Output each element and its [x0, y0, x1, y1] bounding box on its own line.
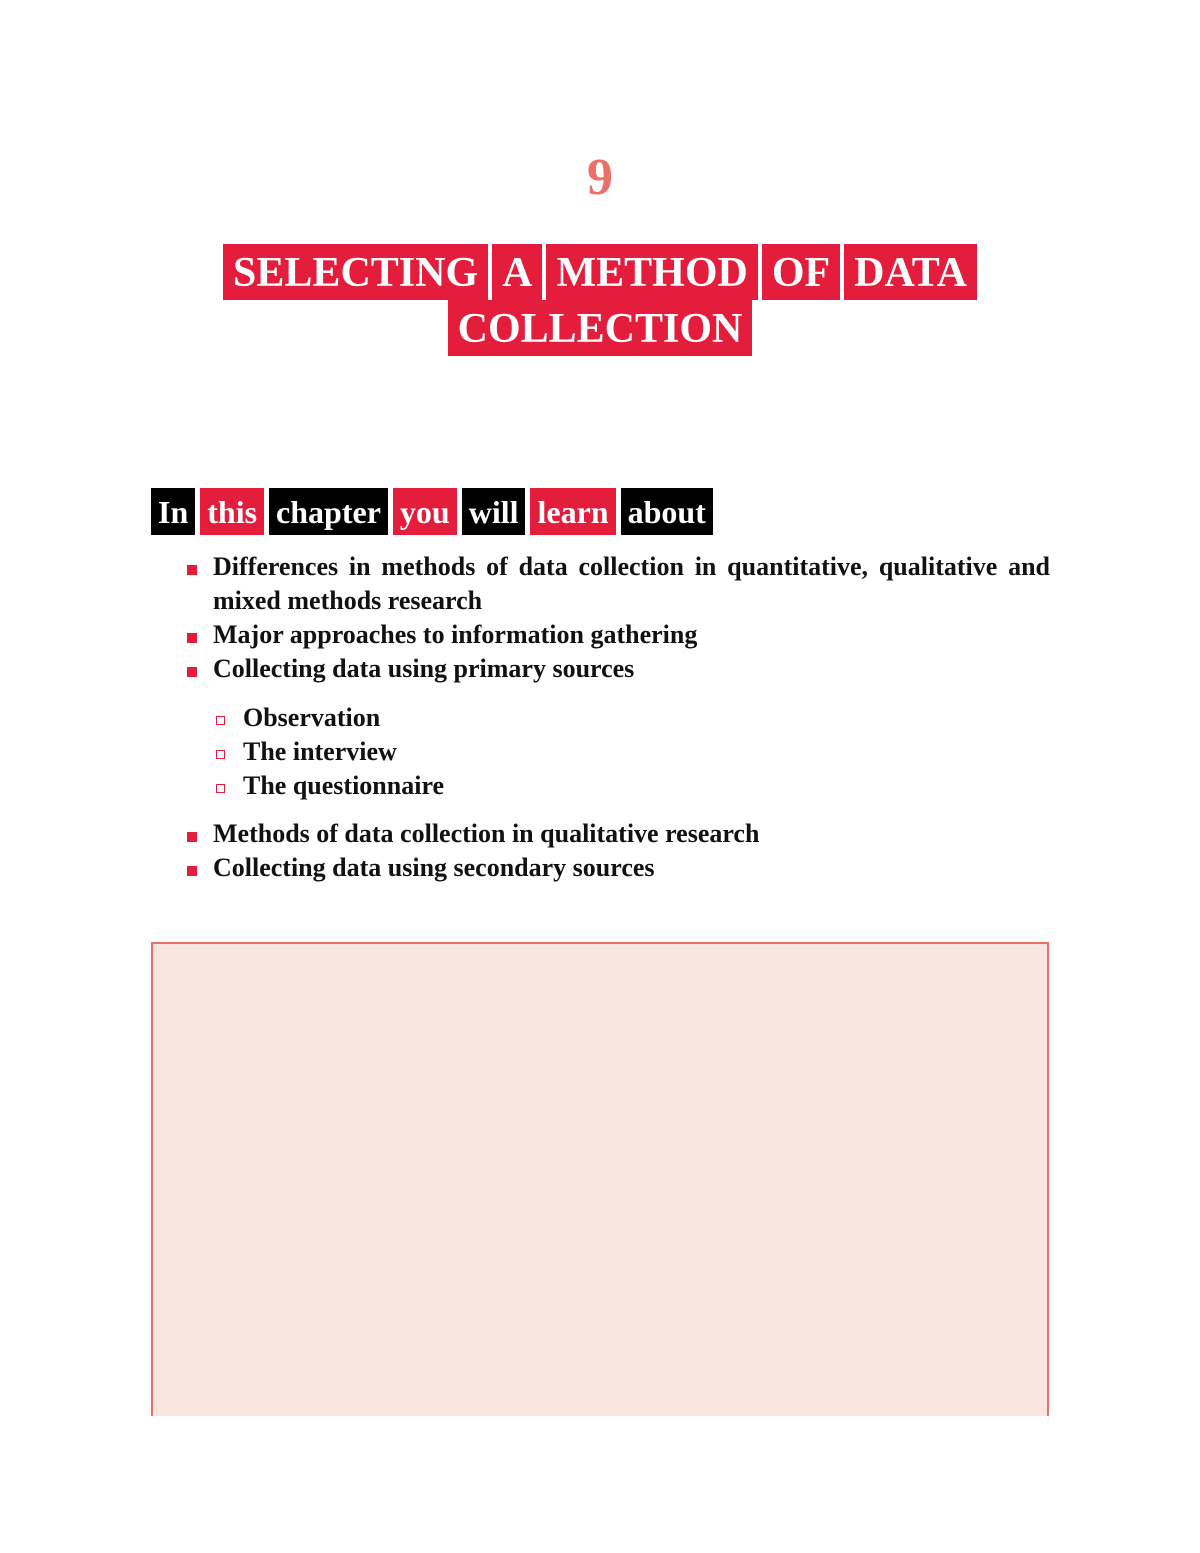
- chapter-title-line-2: [0, 300, 1200, 356]
- list-item-text: Methods of data collection in qualitative research: [213, 819, 760, 848]
- chapter-title-line-1: [0, 244, 1200, 300]
- title-word: A: [492, 244, 542, 300]
- list-item: [185, 550, 1050, 618]
- square-bullet-icon: [187, 832, 197, 842]
- list-item: [185, 618, 1050, 652]
- list-item: [185, 652, 1050, 686]
- title-word: SELECTING: [223, 244, 488, 300]
- note-box: [151, 942, 1049, 1416]
- learn-word: learn: [530, 488, 615, 535]
- square-bullet-icon: [187, 565, 197, 575]
- hollow-square-bullet-icon: [216, 750, 225, 759]
- square-bullet-icon: [187, 633, 197, 643]
- title-word: OF: [762, 244, 840, 300]
- learn-word: this: [200, 488, 264, 535]
- list-item-text: Collecting data using secondary sources: [213, 853, 655, 882]
- learn-word: you: [393, 488, 457, 535]
- sub-list-item-text: Observation: [243, 703, 381, 732]
- list-item: [185, 817, 1050, 851]
- learn-word: chapter: [269, 488, 388, 535]
- square-bullet-icon: [187, 866, 197, 876]
- list-item-text: Major approaches to information gathering: [213, 620, 698, 649]
- list-item-text: Differences in methods of data collection in quantitative, qualitative and mixed methods research: [213, 552, 1050, 615]
- title-word: COLLECTION: [448, 300, 753, 356]
- sub-list-item-text: The questionnaire: [243, 771, 445, 800]
- learn-banner: [151, 488, 713, 535]
- sub-list: [185, 701, 1050, 803]
- title-word: DATA: [844, 244, 977, 300]
- title-word: METHOD: [546, 244, 757, 300]
- list-item-text: Collecting data using primary sources: [213, 654, 635, 683]
- hollow-square-bullet-icon: [216, 784, 225, 793]
- list-item: [185, 851, 1050, 885]
- sub-list-item: [213, 701, 1050, 735]
- learn-word: In: [151, 488, 195, 535]
- sub-list-item: [213, 769, 1050, 803]
- sub-list-item: [213, 735, 1050, 769]
- learn-word: will: [462, 488, 526, 535]
- learning-objectives-list: [185, 550, 1050, 885]
- learn-word: about: [621, 488, 713, 535]
- chapter-number: 9: [587, 149, 613, 206]
- square-bullet-icon: [187, 667, 197, 677]
- sub-list-item-text: The interview: [243, 737, 397, 766]
- hollow-square-bullet-icon: [216, 716, 225, 725]
